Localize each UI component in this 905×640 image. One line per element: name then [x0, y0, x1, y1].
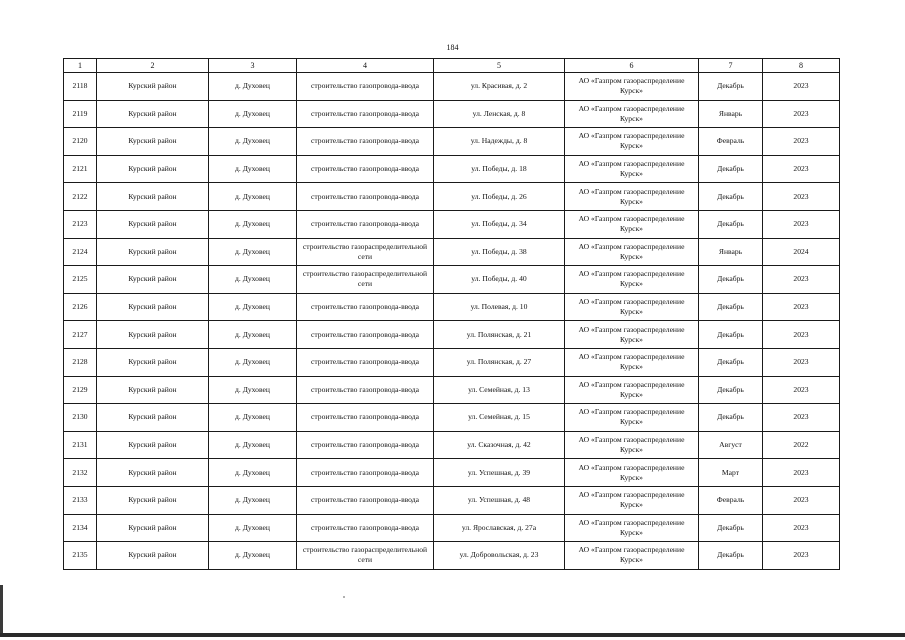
address-cell: ул. Сказочная, д. 42: [434, 431, 565, 459]
table-row: [64, 514, 840, 542]
organization-cell: АО «Газпром газораспределение Курск»: [565, 542, 699, 570]
row-number-cell: 2133: [64, 486, 97, 514]
year-cell: 2023: [763, 514, 840, 542]
table-row: [64, 73, 840, 101]
work-type-cell: строительство газопровода-ввода: [297, 486, 434, 514]
column-header: 1: [64, 59, 97, 73]
address-cell: ул. Семейная, д. 15: [434, 404, 565, 432]
row-number-cell: 2135: [64, 542, 97, 570]
address-cell: ул. Семейная, д. 13: [434, 376, 565, 404]
year-cell: 2023: [763, 321, 840, 349]
row-number-cell: 2120: [64, 128, 97, 156]
month-cell: Декабрь: [699, 376, 763, 404]
address-cell: ул. Полянская, д. 21: [434, 321, 565, 349]
year-cell: 2023: [763, 266, 840, 294]
district-cell: Курский район: [97, 73, 209, 101]
table-row: [64, 459, 840, 487]
district-cell: Курский район: [97, 431, 209, 459]
year-cell: 2023: [763, 155, 840, 183]
address-cell: ул. Победы, д. 40: [434, 266, 565, 294]
month-cell: Декабрь: [699, 321, 763, 349]
month-cell: Декабрь: [699, 348, 763, 376]
work-type-cell: строительство газопровода-ввода: [297, 293, 434, 321]
district-cell: Курский район: [97, 293, 209, 321]
settlement-cell: д. Духовец: [209, 514, 297, 542]
district-cell: Курский район: [97, 183, 209, 211]
settlement-cell: д. Духовец: [209, 73, 297, 101]
row-number-cell: 2128: [64, 348, 97, 376]
address-cell: ул. Добровольская, д. 23: [434, 542, 565, 570]
year-cell: 2023: [763, 542, 840, 570]
year-cell: 2022: [763, 431, 840, 459]
month-cell: Декабрь: [699, 293, 763, 321]
year-cell: 2023: [763, 486, 840, 514]
month-cell: Декабрь: [699, 514, 763, 542]
year-cell: 2023: [763, 183, 840, 211]
column-header: 5: [434, 59, 565, 73]
work-type-cell: строительство газопровода-ввода: [297, 321, 434, 349]
organization-cell: АО «Газпром газораспределение Курск»: [565, 376, 699, 404]
row-number-cell: 2122: [64, 183, 97, 211]
row-number-cell: 2129: [64, 376, 97, 404]
column-header: 2: [97, 59, 209, 73]
work-type-cell: строительство газопровода-ввода: [297, 514, 434, 542]
scan-edge-bottom: [0, 633, 905, 637]
organization-cell: АО «Газпром газораспределение Курск»: [565, 404, 699, 432]
table-header-row: [64, 59, 840, 73]
organization-cell: АО «Газпром газораспределение Курск»: [565, 514, 699, 542]
organization-cell: АО «Газпром газораспределение Курск»: [565, 155, 699, 183]
organization-cell: АО «Газпром газораспределение Курск»: [565, 348, 699, 376]
settlement-cell: д. Духовец: [209, 183, 297, 211]
organization-cell: АО «Газпром газораспределение Курск»: [565, 183, 699, 211]
month-cell: Декабрь: [699, 155, 763, 183]
work-type-cell: строительство газопровода-ввода: [297, 459, 434, 487]
work-type-cell: строительство газопровода-ввода: [297, 128, 434, 156]
table-row: [64, 486, 840, 514]
settlement-cell: д. Духовец: [209, 321, 297, 349]
address-cell: ул. Победы, д. 18: [434, 155, 565, 183]
year-cell: 2023: [763, 459, 840, 487]
row-number-cell: 2118: [64, 73, 97, 101]
year-cell: 2023: [763, 73, 840, 101]
address-cell: ул. Надежды, д. 8: [434, 128, 565, 156]
organization-cell: АО «Газпром газораспределение Курск»: [565, 73, 699, 101]
month-cell: Март: [699, 459, 763, 487]
year-cell: 2023: [763, 210, 840, 238]
month-cell: Август: [699, 431, 763, 459]
district-cell: Курский район: [97, 459, 209, 487]
district-cell: Курский район: [97, 321, 209, 349]
scan-dot: [343, 596, 345, 598]
year-cell: 2023: [763, 128, 840, 156]
month-cell: Декабрь: [699, 73, 763, 101]
gasification-registry-table: [63, 58, 840, 570]
settlement-cell: д. Духовец: [209, 210, 297, 238]
organization-cell: АО «Газпром газораспределение Курск»: [565, 321, 699, 349]
organization-cell: АО «Газпром газораспределение Курск»: [565, 459, 699, 487]
address-cell: ул. Успешная, д. 48: [434, 486, 565, 514]
settlement-cell: д. Духовец: [209, 238, 297, 266]
month-cell: Декабрь: [699, 404, 763, 432]
settlement-cell: д. Духовец: [209, 293, 297, 321]
work-type-cell: строительство газопровода-ввода: [297, 431, 434, 459]
settlement-cell: д. Духовец: [209, 431, 297, 459]
settlement-cell: д. Духовец: [209, 376, 297, 404]
organization-cell: АО «Газпром газораспределение Курск»: [565, 238, 699, 266]
district-cell: Курский район: [97, 404, 209, 432]
address-cell: ул. Победы, д. 38: [434, 238, 565, 266]
table-row: [64, 266, 840, 294]
work-type-cell: строительство газопровода-ввода: [297, 155, 434, 183]
district-cell: Курский район: [97, 100, 209, 128]
work-type-cell: строительство газопровода-ввода: [297, 183, 434, 211]
organization-cell: АО «Газпром газораспределение Курск»: [565, 266, 699, 294]
year-cell: 2023: [763, 404, 840, 432]
table-row: [64, 210, 840, 238]
district-cell: Курский район: [97, 514, 209, 542]
district-cell: Курский район: [97, 542, 209, 570]
table-row: [64, 542, 840, 570]
month-cell: Декабрь: [699, 542, 763, 570]
column-header: 6: [565, 59, 699, 73]
row-number-cell: 2126: [64, 293, 97, 321]
work-type-cell: строительство газораспределительной сети: [297, 266, 434, 294]
row-number-cell: 2134: [64, 514, 97, 542]
district-cell: Курский район: [97, 266, 209, 294]
page-number: 184: [446, 43, 459, 52]
month-cell: Февраль: [699, 128, 763, 156]
district-cell: Курский район: [97, 210, 209, 238]
row-number-cell: 2119: [64, 100, 97, 128]
settlement-cell: д. Духовец: [209, 155, 297, 183]
organization-cell: АО «Газпром газораспределение Курск»: [565, 210, 699, 238]
column-header: 4: [297, 59, 434, 73]
column-header: 7: [699, 59, 763, 73]
organization-cell: АО «Газпром газораспределение Курск»: [565, 100, 699, 128]
year-cell: 2023: [763, 376, 840, 404]
work-type-cell: строительство газораспределительной сети: [297, 542, 434, 570]
month-cell: Декабрь: [699, 210, 763, 238]
district-cell: Курский район: [97, 348, 209, 376]
table-row: [64, 376, 840, 404]
work-type-cell: строительство газопровода-ввода: [297, 100, 434, 128]
work-type-cell: строительство газопровода-ввода: [297, 73, 434, 101]
column-header: 8: [763, 59, 840, 73]
settlement-cell: д. Духовец: [209, 459, 297, 487]
address-cell: ул. Ленская, д. 8: [434, 100, 565, 128]
work-type-cell: строительство газопровода-ввода: [297, 404, 434, 432]
table-row: [64, 183, 840, 211]
month-cell: Январь: [699, 100, 763, 128]
row-number-cell: 2123: [64, 210, 97, 238]
organization-cell: АО «Газпром газораспределение Курск»: [565, 128, 699, 156]
table-row: [64, 293, 840, 321]
row-number-cell: 2130: [64, 404, 97, 432]
settlement-cell: д. Духовец: [209, 486, 297, 514]
month-cell: Декабрь: [699, 266, 763, 294]
month-cell: Февраль: [699, 486, 763, 514]
year-cell: 2024: [763, 238, 840, 266]
organization-cell: АО «Газпром газораспределение Курск»: [565, 486, 699, 514]
organization-cell: АО «Газпром газораспределение Курск»: [565, 293, 699, 321]
address-cell: ул. Успешная, д. 39: [434, 459, 565, 487]
scan-edge-left: [0, 585, 3, 637]
work-type-cell: строительство газопровода-ввода: [297, 376, 434, 404]
work-type-cell: строительство газораспределительной сети: [297, 238, 434, 266]
district-cell: Курский район: [97, 376, 209, 404]
address-cell: ул. Победы, д. 34: [434, 210, 565, 238]
settlement-cell: д. Духовец: [209, 542, 297, 570]
table-row: [64, 404, 840, 432]
table-row: [64, 238, 840, 266]
address-cell: ул. Победы, д. 26: [434, 183, 565, 211]
table-row: [64, 348, 840, 376]
row-number-cell: 2124: [64, 238, 97, 266]
table-body: [64, 73, 840, 570]
row-number-cell: 2132: [64, 459, 97, 487]
address-cell: ул. Ярославская, д. 27а: [434, 514, 565, 542]
settlement-cell: д. Духовец: [209, 128, 297, 156]
settlement-cell: д. Духовец: [209, 348, 297, 376]
district-cell: Курский район: [97, 155, 209, 183]
address-cell: ул. Полевая, д. 10: [434, 293, 565, 321]
year-cell: 2023: [763, 348, 840, 376]
row-number-cell: 2131: [64, 431, 97, 459]
year-cell: 2023: [763, 293, 840, 321]
row-number-cell: 2127: [64, 321, 97, 349]
row-number-cell: 2121: [64, 155, 97, 183]
district-cell: Курский район: [97, 238, 209, 266]
settlement-cell: д. Духовец: [209, 404, 297, 432]
settlement-cell: д. Духовец: [209, 266, 297, 294]
address-cell: ул. Красивая, д. 2: [434, 73, 565, 101]
work-type-cell: строительство газопровода-ввода: [297, 348, 434, 376]
year-cell: 2023: [763, 100, 840, 128]
work-type-cell: строительство газопровода-ввода: [297, 210, 434, 238]
settlement-cell: д. Духовец: [209, 100, 297, 128]
organization-cell: АО «Газпром газораспределение Курск»: [565, 431, 699, 459]
table-row: [64, 100, 840, 128]
column-header: 3: [209, 59, 297, 73]
month-cell: Декабрь: [699, 183, 763, 211]
table-row: [64, 128, 840, 156]
table-row: [64, 321, 840, 349]
month-cell: Январь: [699, 238, 763, 266]
district-cell: Курский район: [97, 486, 209, 514]
row-number-cell: 2125: [64, 266, 97, 294]
table-row: [64, 431, 840, 459]
table-row: [64, 155, 840, 183]
district-cell: Курский район: [97, 128, 209, 156]
address-cell: ул. Полянская, д. 27: [434, 348, 565, 376]
